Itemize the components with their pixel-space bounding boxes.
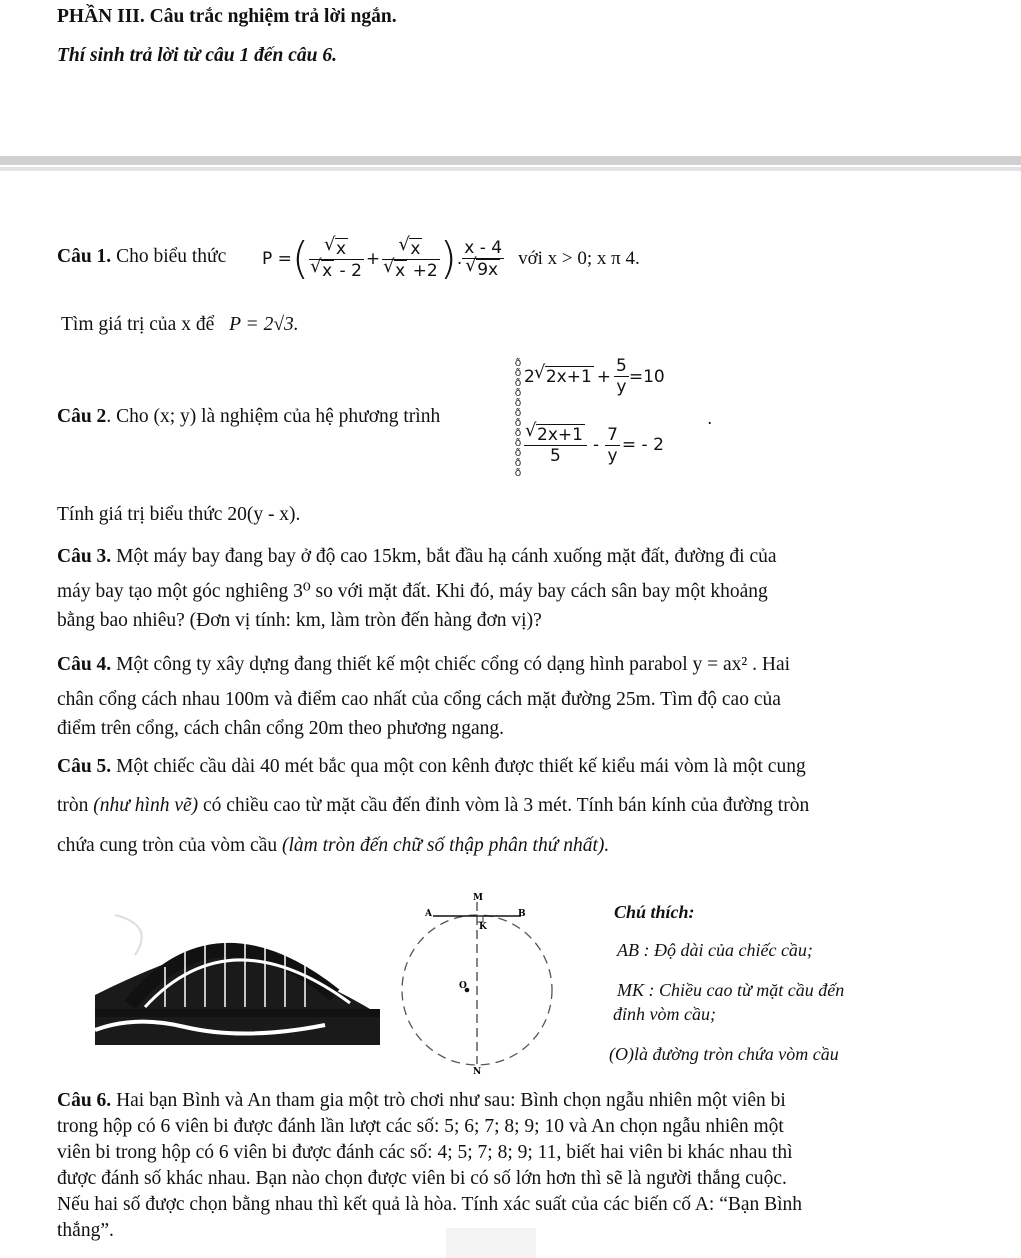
- q3-line1: Câu 3. Một máy bay đang bay ở độ cao 15km, bắt đầu hạ cánh xuống mặt đất, đường đi của: [57, 546, 777, 567]
- section-title: PHẦN III. Câu trắc nghiệm trả lời ngắn.: [57, 6, 397, 27]
- label-k: K: [479, 922, 487, 932]
- bridge-photo: [95, 895, 380, 1045]
- q2-intro: Câu 2. Cho (x; y) là nghiệm của hệ phương trình: [57, 406, 441, 427]
- label-a: A: [425, 909, 432, 919]
- q4-line3: điểm trên cổng, cách chân cổng 20m theo phương ngang.: [57, 718, 505, 739]
- page-footer-box: [446, 1228, 536, 1258]
- q1-line2: Tìm giá trị của x để P = 2√3.: [61, 314, 299, 335]
- legend-mk2: đỉnh vòm cầu;: [613, 1004, 716, 1024]
- circle-diagram: [395, 890, 565, 1075]
- q5-line2: tròn (như hình vẽ) có chiều cao từ mặt cầu đến đỉnh vòm là 3 mét. Tính bán kính của đường tròn: [57, 795, 810, 816]
- q2-eq2: √ $\frac{2x+1}{5}$ - $\frac{7}{y}$ = - 2: [524, 424, 664, 466]
- q2-period: .: [707, 409, 713, 429]
- q6-line2: trong hộp có 6 viên bi được đánh lần lượt các số: 5; 6; 7; 8; 9; 10 và An chọn ngẫu nhiên một: [57, 1116, 784, 1137]
- q5-line3: chứa cung tròn của vòm cầu (làm tròn đến chữ số thập phân thứ nhất).: [57, 835, 610, 856]
- q2-eq1: 2 √ 2x+1 + $\frac{5}{y}$ =10: [524, 356, 665, 397]
- q6-line3: viên bi trong hộp có 6 viên bi được đánh các số: 4; 5; 7; 8; 9; 11, biết hai viên bi khác nhau thì: [57, 1142, 793, 1163]
- q6-line1: Câu 6. Hai bạn Bình và An tham gia một trò chơi như sau: Bình chọn ngẫu nhiên một viên bi: [57, 1090, 786, 1111]
- q2-line2: Tính giá trị biểu thức 20(y - x).: [57, 504, 301, 525]
- q3-line3: bằng bao nhiêu? (Đơn vị tính: km, làm tròn đến hàng đơn vị)?: [57, 610, 542, 631]
- q6-line6: thắng”.: [57, 1220, 114, 1241]
- q4-line2: chân cổng cách nhau 100m và điểm cao nhất của cổng cách mặt đường 25m. Tìm độ cao của: [57, 689, 781, 710]
- q4-line1: Câu 4. Một công ty xây dựng đang thiết kế một chiếc cổng có dạng hình parabol y = ax² . Hai: [57, 654, 791, 675]
- instruction: Thí sinh trả lời từ câu 1 đến câu 6.: [57, 45, 338, 66]
- legend-o: (O)là đường tròn chứa vòm cầu: [609, 1044, 839, 1064]
- q3-line2: máy bay tạo một góc nghiêng 3⁰ so với mặt đất. Khi đó, máy bay cách sân bay một khoảng: [57, 581, 768, 602]
- q5-line1: Câu 5. Một chiếc cầu dài 40 mét bắc qua một con kênh được thiết kế kiểu mái vòm là một cung: [57, 756, 806, 777]
- q6-line5: Nếu hai số được chọn bằng nhau thì kết quả là hòa. Tính xác suất của các biến cố A: “Bạn Bình: [57, 1194, 803, 1215]
- label-b: B: [518, 909, 526, 919]
- q6-line4: được đánh số khác nhau. Bạn nào chọn được viên bi có số lớn hơn thì sẽ là người thắng cuộc.: [57, 1168, 787, 1189]
- q1-intro: Câu 1. Cho biểu thức: [57, 246, 227, 267]
- label-n: N: [473, 1067, 482, 1075]
- legend-title: Chú thích:: [614, 902, 695, 922]
- label-o: O: [459, 981, 467, 991]
- q1-formula: P = ( √ x √ x - 2 + √ x √ x +2 ) . x - 4 √ 9x với x > 0; x π 4.: [262, 224, 640, 294]
- legend-mk1: MK : Chiều cao từ mặt cầu đến: [617, 980, 845, 1000]
- separator-bar: [0, 156, 1021, 165]
- label-m: M: [473, 893, 483, 903]
- system-brace-icon: ð ð ð ð ð ð ð ð ð ð ð ð: [514, 356, 522, 479]
- separator-bar-thin: [0, 167, 1021, 171]
- legend-ab: AB : Độ dài của chiếc cầu;: [617, 940, 813, 960]
